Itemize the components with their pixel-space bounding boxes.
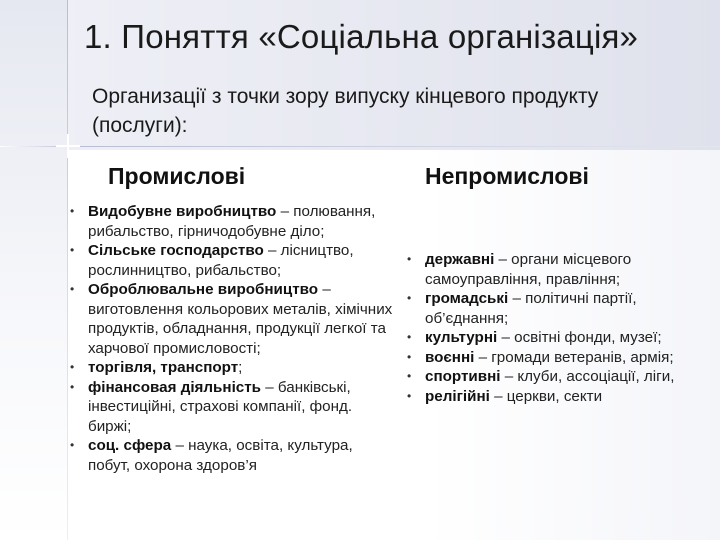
item-text: – наука, освіта, культура, побут, охорона здоров’я <box>88 437 353 474</box>
bullet-icon: • <box>407 369 412 383</box>
slide-title: 1. Поняття «Соціальна організація» <box>84 18 639 55</box>
item-keyword: державні <box>425 251 495 268</box>
item-keyword: громадські <box>425 290 509 307</box>
item-text: – органи місцевого самоуправління, правління; <box>425 251 632 288</box>
list-item <box>70 280 395 358</box>
bullet-icon: • <box>407 349 412 364</box>
list-item <box>70 241 395 280</box>
item-keyword: Видобувне виробництво <box>88 203 277 220</box>
item-keyword: культурні <box>425 329 498 346</box>
item-text: – лісництво, рослинництво, рибальство; <box>88 242 354 279</box>
bullet-icon: • <box>70 243 75 257</box>
item-keyword: Сільське господарство <box>88 242 264 259</box>
list-item <box>70 378 395 437</box>
bullet-icon: • <box>70 360 75 374</box>
bullet-icon: • <box>407 291 412 305</box>
column-heading-industrial: Промислові <box>108 163 246 189</box>
list-item <box>407 367 717 387</box>
sparkle-icon <box>56 134 80 158</box>
item-keyword: спортивні <box>425 368 501 385</box>
slide-subtitle: Организації з точки зору випуску кінцевого продукту (послуги): <box>92 85 599 137</box>
item-text: – церкви, секти <box>489 387 603 405</box>
item-keyword: фінансовая діяльність <box>88 378 262 396</box>
item-keyword: воєнні <box>425 348 475 366</box>
bullet-icon: • <box>407 388 412 403</box>
column-heading-nonindustrial: Непромислові <box>425 163 589 189</box>
list-item <box>407 250 717 289</box>
list-item <box>70 358 395 378</box>
list-item <box>407 328 717 348</box>
list-item <box>407 348 717 368</box>
decorative-vertical-line <box>67 0 68 540</box>
item-text: ; <box>238 359 243 376</box>
bullet-icon: • <box>407 330 412 344</box>
bullet-icon: • <box>70 438 75 452</box>
item-keyword: соц. сфера <box>88 437 172 454</box>
item-text: – політичні партії, об’єднання; <box>425 290 637 327</box>
decorative-horizontal-line <box>0 146 720 147</box>
bullet-icon: • <box>70 204 75 218</box>
list-item <box>70 202 395 241</box>
item-text: – громади ветеранів, армія; <box>474 348 674 366</box>
item-keyword: релігійні <box>425 387 490 405</box>
item-text: – полювання, рибальство, гірничодобувне діло; <box>88 203 376 240</box>
item-text: – освітні фонди, музеї; <box>497 329 662 346</box>
item-text: – виготовлення кольорових металів, хімічних продуктів, обладнання, продукції легкої та харчової промисловості; <box>88 281 393 357</box>
list-item <box>407 289 717 328</box>
bullet-icon: • <box>70 379 75 394</box>
background-left-band <box>0 0 68 540</box>
item-text: – банківські, інвестиційні, страхові компанії, фонд. биржі; <box>88 378 353 435</box>
item-keyword: Оброблювальне виробництво <box>88 281 319 298</box>
industrial-list <box>70 202 395 475</box>
bullet-icon: • <box>70 282 75 296</box>
item-text: – клуби, ассоціації, ліги, <box>500 368 675 385</box>
item-keyword: торгівля, транспорт <box>88 359 239 376</box>
list-item <box>407 387 717 407</box>
nonindustrial-list <box>407 250 717 406</box>
list-item <box>70 436 395 475</box>
bullet-icon: • <box>407 252 412 266</box>
